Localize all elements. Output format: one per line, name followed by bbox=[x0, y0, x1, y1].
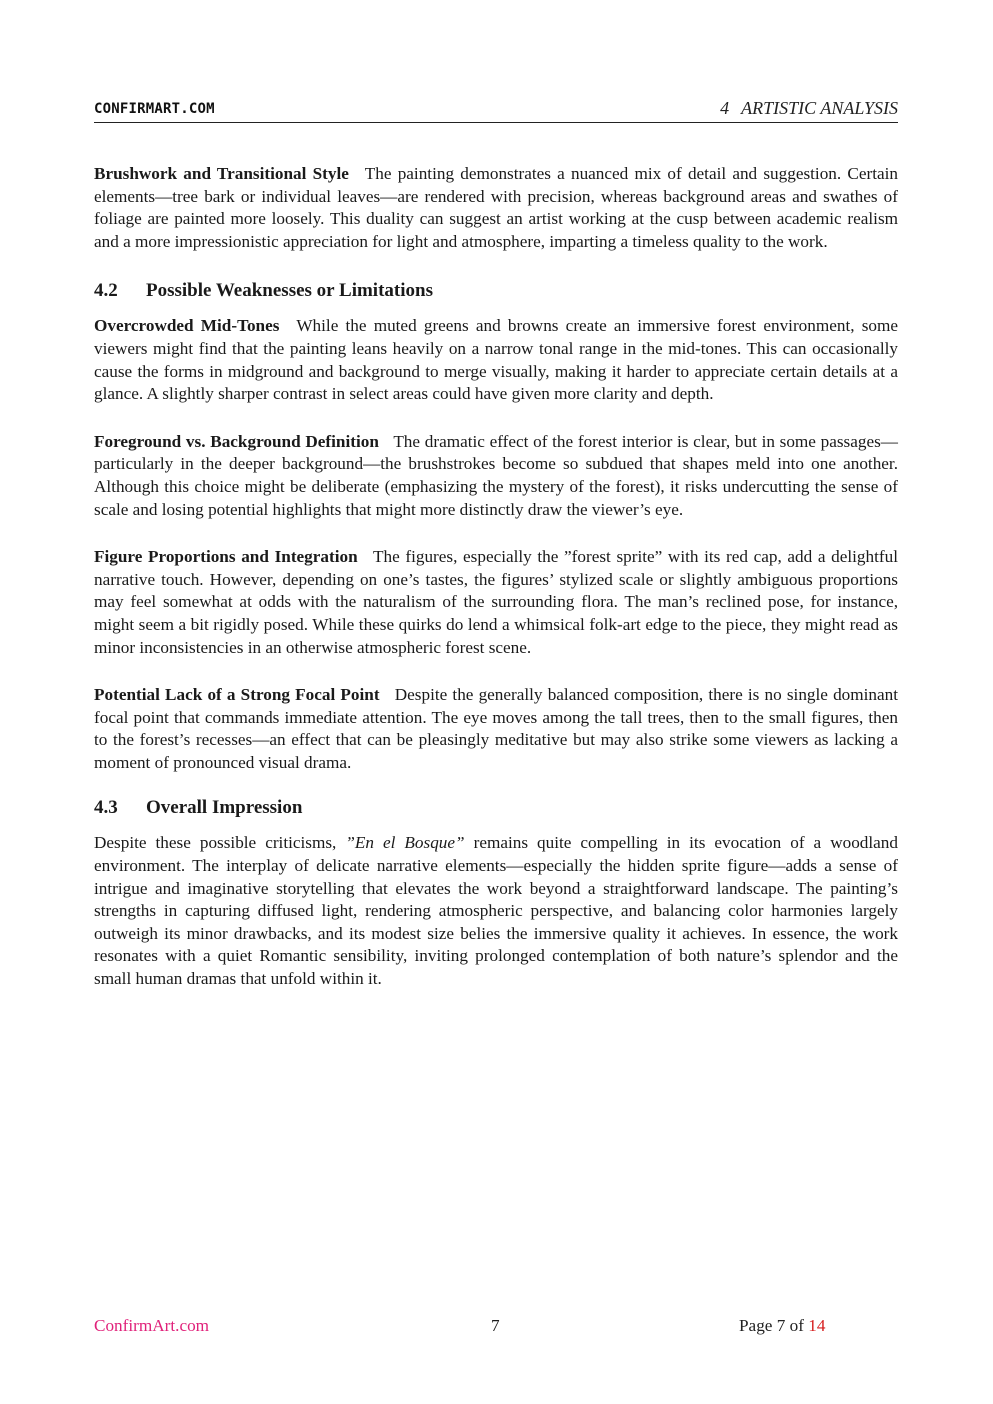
paragraph-overall-impression bbox=[94, 832, 898, 990]
paragraph-heading: Foreground vs. Background Definition bbox=[94, 431, 379, 451]
main-content bbox=[94, 163, 898, 991]
section-number: 4.3 bbox=[94, 797, 118, 819]
paragraph-text: While the muted greens and browns create an immersive forest environment, some viewers might find that the painting leans heavily on a narrow tonal range in the mid-tones. This can occasionally cause the forms in midground and background to merge visually, making it harder to appreciate certain details at a glance. A slightly sharper contrast in select areas could have given more clarity and depth. bbox=[94, 316, 898, 404]
paragraph-focal-point bbox=[94, 684, 898, 774]
artwork-title: ”En el Bosque” bbox=[345, 833, 465, 853]
paragraph-text: remains quite compelling in its evocation of a woodland environment. The interplay of delicate narrative elements—especially the hidden sprite figure—adds a sense of intrigue and imaginative storytelling that elevates the work beyond a straightforward landscape. The painting’s strengths in capturing diffused light, rendering atmospheric perspective, and balancing color harmonies largely outweigh its minor drawbacks, and its modest size belies the immersive quality it achieves. In essence, the work resonates with a quiet Romantic sensibility, inviting prolonged contemplation of both nature’s splendor and the small human dramas that unfold within it. bbox=[94, 833, 898, 989]
paragraph-text: Despite these possible criticisms, bbox=[94, 833, 337, 853]
footer-page-number: 7 bbox=[491, 1316, 500, 1335]
section-number: 4 bbox=[720, 98, 730, 118]
footer-page-of bbox=[739, 1316, 825, 1336]
paragraph-text: The painting demonstrates a nuanced mix of detail and suggestion. Certain elements—tree bark or individual leaves—are rendered with precision, whereas background areas and swathes of foliage are painted more loosely. This duality can suggest an artist working at the cusp between academic realism and a more impressionistic appreciation for light and atmosphere, imparting a timeless quality to the work. bbox=[94, 164, 898, 251]
footer-site-link[interactable]: ConfirmArt.com bbox=[94, 1316, 210, 1335]
section-number: 4.2 bbox=[94, 280, 118, 302]
paragraph-brushwork bbox=[94, 163, 898, 253]
section-heading-4-2 bbox=[94, 279, 898, 303]
paragraph-overcrowded-mid-tones bbox=[94, 315, 898, 405]
site-logo: CONFIRMART.COM bbox=[94, 101, 215, 117]
paragraph-text: The dramatic effect of the forest interior is clear, but in some passages—particularly in the deeper background—the brushstrokes become so subdued that shapes meld into one another. Although this choice might be deliberate (emphasizing the mystery of the forest), it risks undercutting the sense of scale and losing potential highlights that might more distinctly draw the viewer’s eye. bbox=[94, 431, 898, 519]
paragraph-text: The figures, especially the ”forest sprite” with its red cap, add a delightful narrative touch. However, depending on one’s tastes, the figures’ stylized scale or slightly ambiguous proportions may feel somewhat at odds with the naturalism of the surrounding flora. The man’s reclined pose, for instance, might seem a bit rigidly posed. While these quirks do lend a whimsical folk-art edge to the piece, they might read as minor inconsistencies in an otherwise atmospheric forest scene. bbox=[94, 547, 898, 657]
page-of-label: Page 7 of bbox=[739, 1316, 804, 1335]
paragraph-heading: Figure Proportions and Integration bbox=[94, 547, 358, 567]
running-head bbox=[720, 98, 898, 119]
page-header bbox=[94, 98, 898, 123]
section-title: Possible Weaknesses or Limitations bbox=[146, 280, 433, 302]
paragraph-figure-proportions bbox=[94, 546, 898, 659]
paragraph-text: Despite the generally balanced composition, there is no single dominant focal point that commands immediate attention. The eye moves among the tall trees, then to the small figures, then to the forest’s recesses—an effect that can be pleasingly meditative but may also strike some viewers as lacking a moment of pronounced visual drama. bbox=[94, 685, 898, 772]
page-total-link[interactable]: 14 bbox=[808, 1316, 826, 1335]
section-title: Overall Impression bbox=[146, 797, 303, 819]
paragraph-foreground-background bbox=[94, 431, 898, 521]
section-heading-4-3 bbox=[94, 796, 898, 820]
section-title: ARTISTIC ANALYSIS bbox=[741, 98, 898, 118]
paragraph-heading: Potential Lack of a Strong Focal Point bbox=[94, 685, 380, 705]
paragraph-heading: Brushwork and Transitional Style bbox=[94, 164, 349, 183]
paragraph-heading: Overcrowded Mid-Tones bbox=[94, 316, 280, 336]
